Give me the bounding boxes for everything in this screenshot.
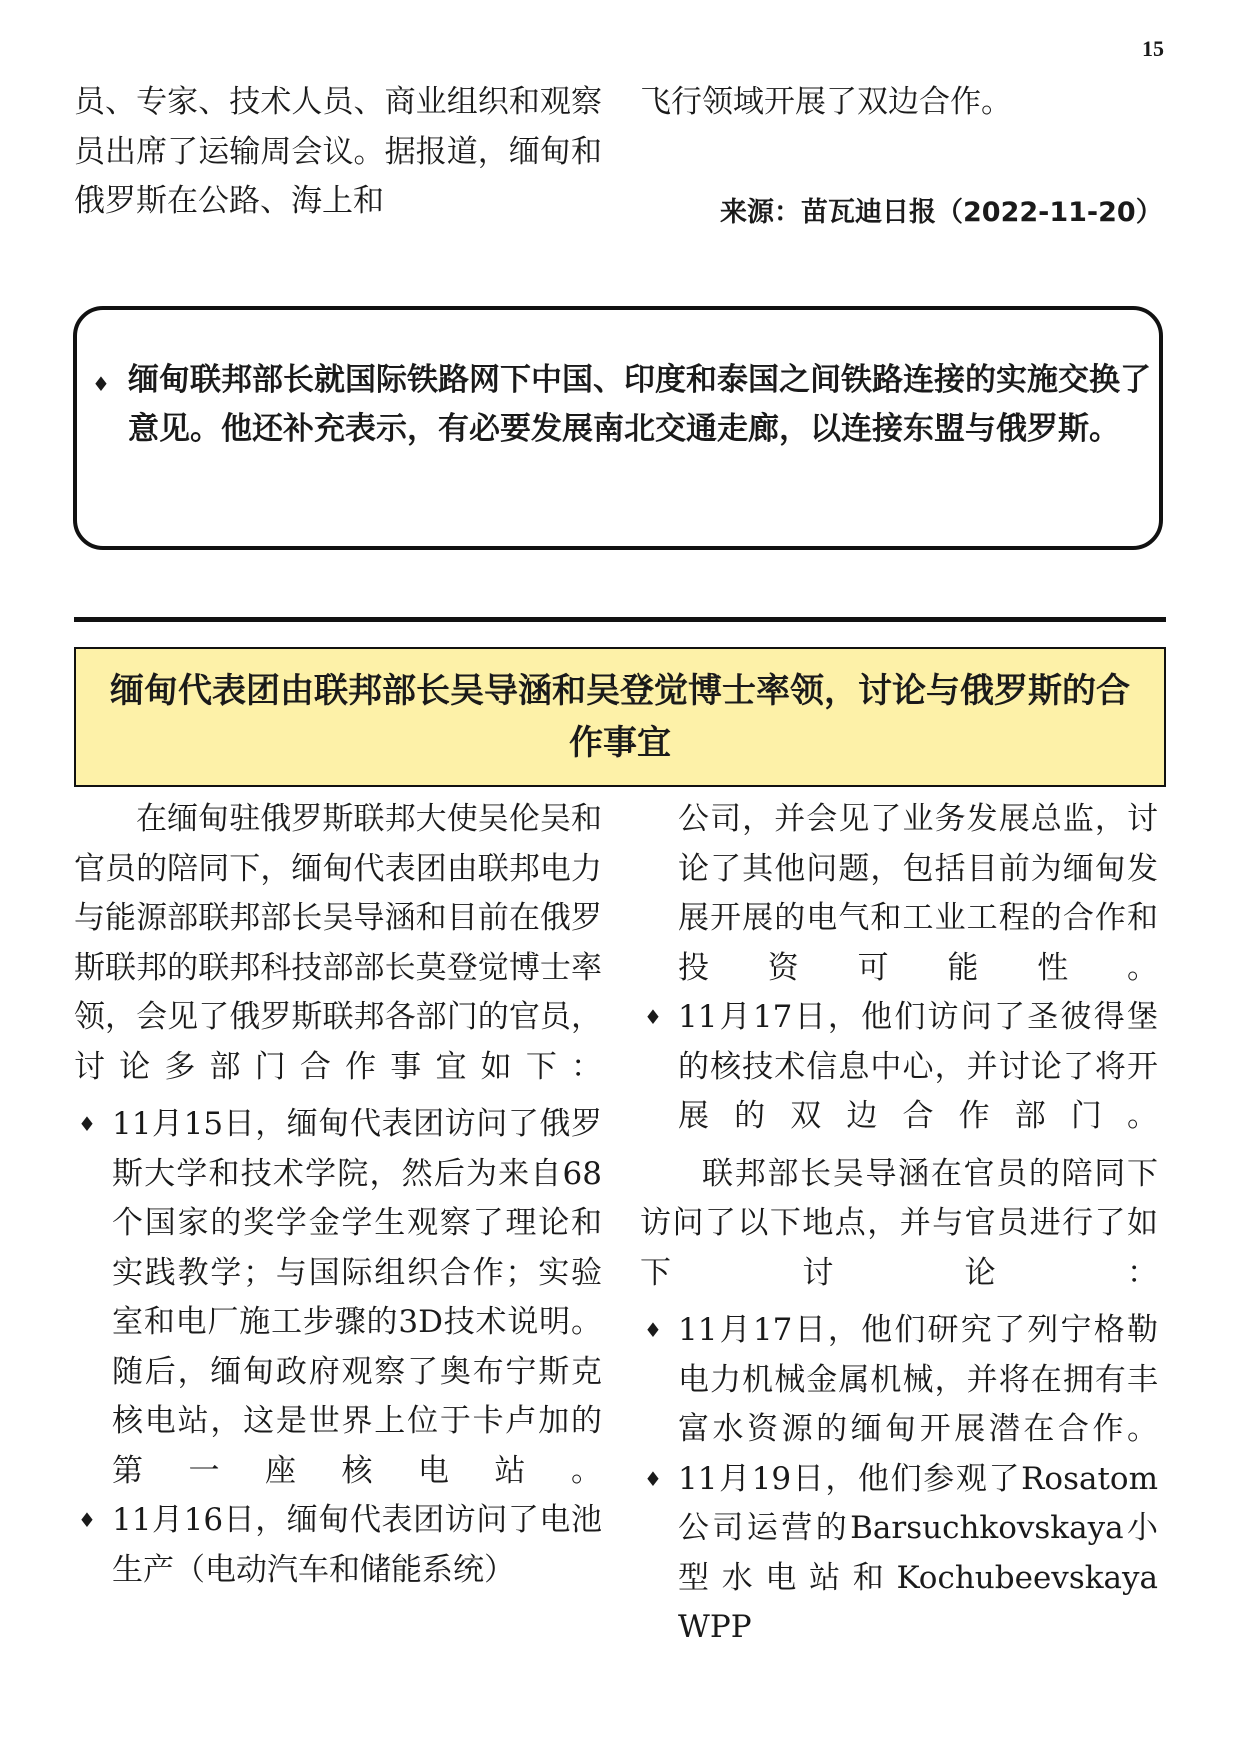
section-divider: [74, 617, 1166, 622]
minister-paragraph: 联邦部长吴导涵在官员的陪同下访问了以下地点，并与官员进行了如下讨论：: [640, 1155, 1158, 1291]
note-text: 缅甸联邦部长就国际铁路网下中国、印度和泰国之间铁路连接的实施交换了意见。他还补充表示，有必要发展南北交通走廊，以连接东盟与俄罗斯。: [128, 362, 1151, 447]
bullet-symbol: ♦: [644, 1318, 662, 1342]
list-item: [640, 1306, 1158, 1455]
article-right-column: [640, 795, 1158, 1653]
intro-paragraph: 在缅甸驻俄罗斯联邦大使吴伦吴和官员的陪同下，缅甸代表团由联邦电力与能源部联邦部长吴导涵和目前在俄罗斯联邦的联邦科技部部长莫登觉博士率领，会见了俄罗斯联邦各部门的官员，讨论多部门合作事宜如下：: [74, 801, 602, 1085]
list-item: [640, 1455, 1158, 1653]
list-item-text: 11月16日，缅甸代表团访问了电池生产（电动汽车和储能系统）: [112, 1502, 602, 1588]
list-item-text: 11月19日，他们参观了Rosatom公司运营的Barsuchkovskaya小型水电站和Kochubeevskaya WPP: [678, 1460, 1158, 1645]
note-bullet: ♦: [92, 372, 110, 396]
bullet-symbol: ♦: [78, 1112, 96, 1136]
list-item-text: 11月15日，缅甸代表团访问了俄罗斯大学和技术学院，然后为来自68个国家的奖学金学生观察了理论和实践教学；与国际组织合作；实验室和电厂施工步骤的3D技术说明。随后，缅甸政府观察了奥布宁斯克核电站，这是世界上位于卡卢加的第一座核电站。: [112, 1106, 602, 1489]
source-citation: 来源：苗瓦迪日报（2022-11-20）: [720, 197, 1163, 228]
bullet-symbol: ♦: [644, 1466, 662, 1491]
list-item: [74, 1496, 602, 1595]
headline: 缅甸代表团由联邦部长吴导涵和吴登觉博士率领，讨论与俄罗斯的合作事宜: [110, 671, 1130, 763]
headline-box: [74, 647, 1166, 787]
list-item: [74, 1100, 602, 1496]
list-item-text: 公司，并会见了业务发展总监，讨论了其他问题，包括目前为缅甸发展开展的电气和工业工程的合作和投资可能性。: [678, 801, 1158, 986]
page-number: 15: [1142, 36, 1164, 61]
top-left-column: [74, 78, 602, 227]
bullet-symbol: ♦: [644, 1005, 662, 1029]
article-left-column: [74, 795, 602, 1595]
bullet-symbol: ♦: [78, 1508, 96, 1532]
list-item: [640, 993, 1158, 1142]
top-right-paragraph: 飞行领域开展了双边合作。: [640, 84, 1012, 120]
continued-list-item: [640, 795, 1158, 993]
top-right-column: [640, 78, 1160, 128]
top-left-paragraph: 员、专家、技术人员、商业组织和观察员出席了运输周会议。据报道，缅甸和俄罗斯在公路、海上和: [74, 84, 602, 219]
list-item-text: 11月17日，他们访问了圣彼得堡的核技术信息中心，并讨论了将开展的双边合作部门。: [678, 999, 1158, 1134]
list-item-text: 11月17日，他们研究了列宁格勒电力机械金属机械，并将在拥有丰富水资源的缅甸开展潜在合作。: [678, 1312, 1158, 1447]
